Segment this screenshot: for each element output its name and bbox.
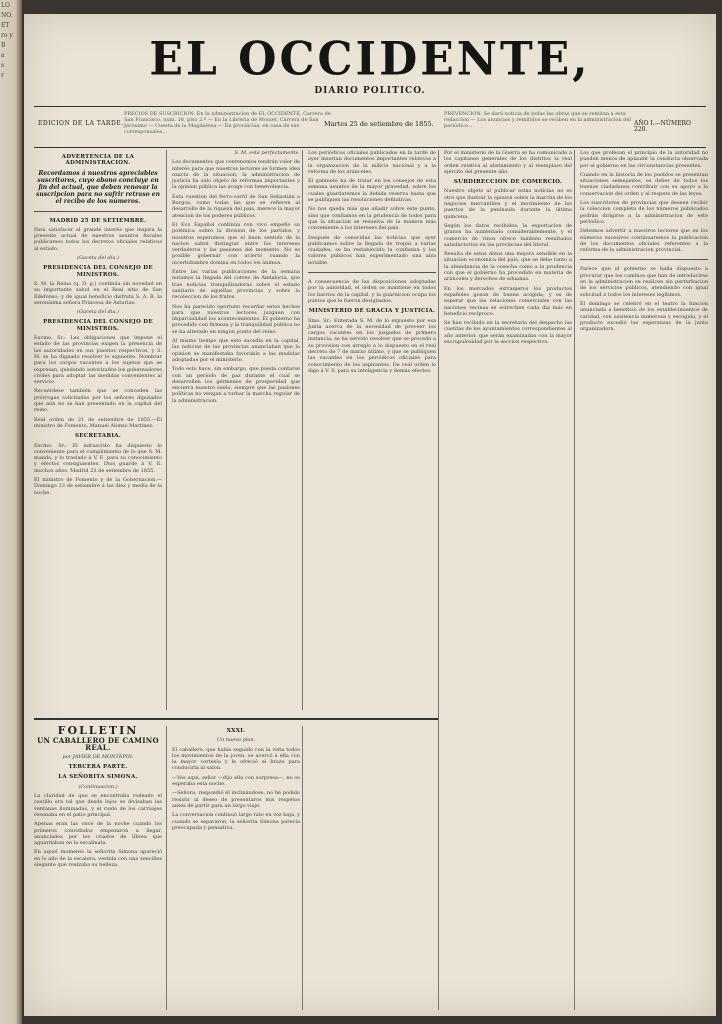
paragraph: Apenas eran las once de la noche cuando los primeros convidados empezaron a llegar, anunciados por los criados de librea que aguardaban en la escalinata. xyxy=(34,821,162,847)
margin-fragment: s xyxy=(1,62,5,69)
column-5 xyxy=(580,150,708,1010)
column-3 xyxy=(308,150,436,1010)
newspaper-page xyxy=(24,14,716,1016)
paragraph: Al mismo tiempo que esto sucedía en la capital, las noticias de las provincias anunciaban que la opinion se manifestaba favorable a las medidas adoptadas por el ministerio. xyxy=(172,338,300,363)
paragraph: Los periódicos oficiales publicados en la tarde de ayer insertan documentos importantes relativos a la organizacion de la milicia nacional y a la reforma de los aranceles. xyxy=(308,150,436,175)
serial-title: UN CABALLERO DE CAMINO REAL. xyxy=(37,736,159,752)
paragraph: La claridad de que se encontraba rodeado el castillo era tal que desde lejos se divisaban las ventanas iluminadas, y el ruido de los carruajes resonaba en el patio principal. xyxy=(34,793,162,818)
paragraph: La conversacion continuó largo rato en voz baja, y cuando se separaron, la señorita Simona parecía preocupada y pensativa. xyxy=(172,812,300,831)
paragraph: El domingo se celebró en el teatro la funcion anunciada a beneficio de los establecimientos de caridad, con asistencia numerosa y escogida, y el producto excedió las esperanzas de la junta organizadora. xyxy=(580,300,708,333)
margin-fragment: ro y xyxy=(1,32,13,39)
column-rule xyxy=(166,726,167,1010)
paragraph: S. M. la Reina (q. D. g.) continúa sin novedad en su importante salud en el Real sitio de San Ildefonso; y de igual beneficio disfruta S. A. R. la serenísima señora Princesa de Asturias. xyxy=(34,280,162,306)
signature: El ministro de Fomento y de la Gobernacion.—Domingo 23 de setiembre á las diez y media de la noche. xyxy=(34,476,162,496)
section-heading: MINISTERIO DE GRACIA Y JUSTICIA. xyxy=(308,308,436,315)
paragraph: Real orden de 21 de setiembre de 1855.—El ministro de Fomento, Manuel Alonso Martinez. xyxy=(34,416,162,429)
divider xyxy=(580,259,708,260)
folletin-rule xyxy=(34,718,438,720)
column-4 xyxy=(444,150,572,1010)
paragraph: Cuando en la historia de los pueblos se presentan situaciones semejantes, es deber de todos los buenos ciudadanos contribuir con su apoyo a la conservacion del orden y al respeto de las leyes. xyxy=(580,171,708,197)
margin-fragment: r xyxy=(1,72,4,79)
info-bar xyxy=(34,106,706,148)
paragraph: En los mercados extranjeros los productos españoles gozan de buena acogida, y es de esperar que las relaciones comerciales con las naciones vecinas se estrechen cada día más en beneficio recíproco. xyxy=(444,285,572,317)
margin-fragment: LO xyxy=(1,2,10,9)
subscription-reminder: Recordamos á nuestros apreciables suscritores, cuyo abono concluye en fin del actual, que deben renovar la suscripcion para no sufrir retraso en el recibo de los números. xyxy=(36,169,160,205)
paragraph: Los suscritores de provincias que deseen recibir la coleccion completa de los números publicados podrán dirigirse a la administracion de este periódico. xyxy=(580,200,708,225)
paragraph: Los que profesan el principio de la autoridad no pueden menos de aplaudir la conducta observada por el gobierno en las circunstancias presentes. xyxy=(580,150,708,169)
paragraph: Se han recibido en la secretaría del despacho las cuentas de los ayuntamientos correspondientes al año anterior, que serán examinadas con la mayor escrupulosidad por la seccion respectiva. xyxy=(444,320,572,346)
column-rule xyxy=(302,726,303,1010)
column-1 xyxy=(34,150,162,710)
serial-chapter-number: XXXI. xyxy=(226,728,246,734)
paragraph: Los documentos que contenemos tendrán valor de interés para que nuestros lectores se formen idea exacta de la situacion; la administracion de justicia ha sido objeto de reformas importantes y la opinion pública las acoge con benevolencia. xyxy=(172,159,300,191)
column-rule xyxy=(574,150,575,1010)
margin-fragment: ET xyxy=(1,22,10,29)
paragraph: Recuérdese también que se conceden las prórrogas solicitadas por los señores diputados que aún no se han presentado en la capital del reino. xyxy=(34,388,162,414)
column-rule xyxy=(302,150,303,710)
section-heading: ADVERTENCIA DE LA ADMINISTRACION. xyxy=(61,154,135,167)
paragraph: Excmo. Sr.: El infrascrito ha dispuesto lo conveniente para el cumplimiento de lo que S. M. manda, y lo traslado á V. E. para su conocimiento y efectos consiguientes. Dios guarde á V. E. muchos años. Madrid 23 de setiembre de 1855. xyxy=(34,442,162,474)
issue-number: AÑO I.—NÚMERO 220. xyxy=(634,120,691,133)
paragraph: Según los datos recibidos, la exportacion de granos ha aumentado considerablemente, y el comercio de vinos ofrece también resultados satisfactorios en las provincias del litoral. xyxy=(444,222,572,248)
section-heading: PRESIDENCIA DEL CONSEJO DE MINISTROS. xyxy=(43,265,153,278)
edition-label: EDICION DE LA TARDE. xyxy=(38,120,124,127)
serial-chapter-title: Un nuevo plan. xyxy=(216,737,256,744)
paragraph: Por el ministerio de la Guerra se ha comunicado a los capitanes generales de los distritos la real orden relativa al alistamiento y al reemplazo del ejército del presente año. xyxy=(444,150,572,175)
section-heading: SUBDIRECCION DE COMERCIO. xyxy=(453,179,563,186)
margin-fragment: NO. xyxy=(1,12,13,19)
adjacent-page-margin xyxy=(0,0,22,1024)
paragraph: —Vos aquí, señor —dijo ella con sorpresa—, no os esperaba esta noche. xyxy=(172,774,300,788)
paragraph: Ilmo. Sr.: Enterada S. M. de lo expuesto por esa Junta acerca de la necesidad de proveer los cargos vacantes en los juzgados de primera instancia, se ha servido resolver que se proceda a su provision con arreglo a lo dispuesto en el real decreto de 7 de marzo último, y que se publiquen las vacantes en los periódicos oficiales para conocimiento de los aspirantes. De real orden lo digo á V. S. para su inteligencia y demás efectos. xyxy=(308,317,436,374)
paragraph: Todo esto hace, sin embargo, que pueda contarse con un período de paz durante el cual se desarrollen los gérmenes de prosperidad que encierra nuestro suelo, siempre que las pasiones políticas no vengan a turbar la marcha regular de la administracion. xyxy=(172,366,300,404)
masthead xyxy=(24,32,716,96)
section-heading: PRESIDENCIA DEL CONSEJO DE MINISTROS. xyxy=(43,319,153,332)
paragraph: El gabinete ha de tratar en los consejos de esta semana asuntos de la mayor gravedad, sobre los cuales guardaremos la debida reserva hasta que se publiquen las resoluciones definitivas. xyxy=(308,178,436,204)
serial-chapter: LA SEÑORITA SIMONA. xyxy=(58,774,138,781)
paragraph: El Eco Español continúa con vivo empeño su polémica sobre la division de los partidos, y nosotros esperamos que el buen sentido de la nacion sabrá distinguir entre los intereses verdaderos y las pasiones del momento. No es posible gobernar con acierto cuando la incertidumbre domina en todos los ánimos. xyxy=(172,221,300,266)
divider xyxy=(308,272,436,273)
paragraph: A consecuencia de las disposiciones adoptadas por la autoridad, el orden se mantiene en todos los barrios de la capital, y la guarnicion ocupa los puntos que le fueron designados. xyxy=(308,279,436,304)
folletin-column-2 xyxy=(172,724,300,1010)
paragraph: Entre las varias publicaciones de la semana notamos la llegada del correo de Andalucía, que trae noticias tranquilizadoras sobre el estado sanitario de aquellas provincias y sobre la recoleccion de los frutos. xyxy=(172,269,300,301)
paragraph: El caballero, que había seguido con la vista todos los movimientos de la joven, se acercó a ella con la mayor cortesía y le ofreció el brazo para conducirla al salon. xyxy=(172,746,300,772)
margin-fragment: a xyxy=(1,52,5,59)
folletin-column-1 xyxy=(34,724,162,1010)
paragraph: Debemos advertir a nuestros lectores que en los números sucesivos continuaremos la publicacion de los documentos oficiales referentes a la reforma de la administracion provincial. xyxy=(580,228,708,254)
newspaper-subtitle: DIARIO POLITICO. xyxy=(314,86,426,96)
serial-part: TERCERA PARTE. xyxy=(68,764,128,771)
issue-date: Martes 25 de setiembre de 1855. xyxy=(324,120,434,128)
paragraph: Esta cuestion del ferro-carril de San Sebastián a Burgos, como todas las que se refieren al desarrollo de la riqueza del país, merece la mayor atencion de los poderes públicos. xyxy=(172,193,300,219)
folletin-banner: FOLLETIN xyxy=(57,724,139,737)
newspaper-title: EL OCCIDENTE, xyxy=(149,32,591,87)
margin-fragment: B xyxy=(1,42,6,49)
dateline: MADRID 25 DE SETIEMBRE. xyxy=(49,217,147,224)
column-2 xyxy=(172,150,300,710)
publication-notice: PREVENCION. Se dará noticia de todas las obras que se remitan a esta redaccion — Los anuncios y remitidos se reciben en la administracion del periódico... xyxy=(444,111,631,129)
divider xyxy=(34,211,162,212)
paragraph: En aquel momento la señorita Simona apareció en lo alto de la escalera, vestida con una sencillez elegante que realzaba su belleza. xyxy=(34,849,162,869)
paragraph: Después de conocidas las noticias que ayer publicamos sobre la llegada de tropas a varias ciudades, se ha restablecido la confianza y los valores públicos han experimentado una alza notable. xyxy=(308,234,436,266)
paragraph: Excmo. Sr.: Las obligaciones que impone el estado de las provincias exigen la presencia de las autoridades en sus puestos respectivos, y S. M. se ha dignado resolver lo siguiente. Nombrar para los cargos vacantes a los sujetos que se expresan, quedando autorizados los gobernadores civiles para adoptar las medidas convenientes al servicio. xyxy=(34,335,162,386)
section-heading: SECRETARIA. xyxy=(75,433,121,440)
paragraph: No nos queda más que añadir sobre este punto, sino que confiamos en la prudencia de todos para que la situacion se resuelva de la manera más conveniente a los intereses del país. xyxy=(308,206,436,232)
paragraph: Parece que el gobierno se halla dispuesto a procurar que los cambios que han de introducirse en la administracion se realicen sin perturbacion de los servicios públicos, atendiendo con igual solicitud a todos los intereses legítimos. xyxy=(580,266,708,298)
paragraph: Nuestro objeto al publicar estas noticias no es otro que ilustrar la opinion sobre la marcha de los negocios mercantiles y el movimiento de los puertos de la península durante la última quincena. xyxy=(444,188,572,220)
serial-author: por JAVIER DE MONTEPIN. xyxy=(62,753,134,760)
serial-continued: (Continuacion.) xyxy=(78,783,118,790)
paragraph: Para satisfacer al grande interés que inspira la presente actual de nuestros asuntos fiscales publicamos todos los decretos oficiales relativos al estado. xyxy=(34,226,162,252)
column-rule xyxy=(166,150,167,710)
column-rule xyxy=(438,150,439,1010)
paragraph: Resulta de estos datos una mejora sensible en la situacion económica del país, que se debe tanto a la abundancia de la cosecha como a la prudencia con que el gobierno ha procedido en materia de aranceles y derechos de aduanas. xyxy=(444,251,572,283)
paragraph: —Señora, respondió él inclinándose, no he podido resistir al deseo de presentaros mis respetos antes de partir para un largo viaje. xyxy=(172,790,300,809)
paragraph: S. M. está perfectamente. xyxy=(234,150,300,156)
subscription-terms: PRECIOS DE SUSCRICION. En la administracion de EL OCCIDENTE, Carrera de San Francisco, num. 16, piso 2.º — En la Librería de Monier, Carrera de San Jerónimo — Cuesta de la Magdalena — En provincias, en casa de sus corresponsales... xyxy=(124,111,331,135)
paragraph: Nos ha parecido oportuno recordar estos hechos para que nuestros lectores juzguen con imparcialidad los acontecimientos. El gobierno ha procedido con firmeza y la tranquilidad pública no se ha alterado en ningun punto del reino. xyxy=(172,303,301,335)
source-note: (Gaceta del dia.) xyxy=(77,309,119,316)
source-note: (Gaceta del dia.) xyxy=(77,255,119,262)
